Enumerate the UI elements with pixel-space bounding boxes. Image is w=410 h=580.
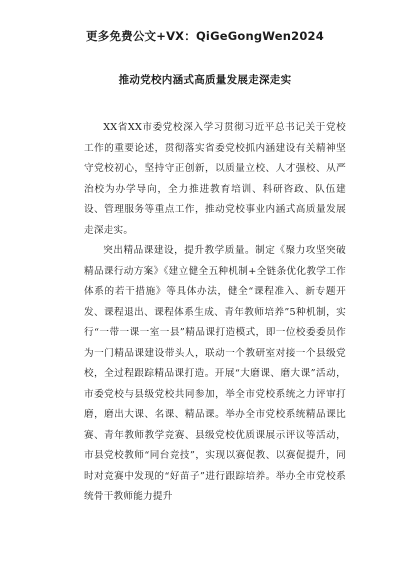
body-paragraph: XX省XX市委党校深入学习贯彻习近平总书记关于党校工作的重要论述，贯彻落实省委党校抓内涵建设有关精神坚守党校初心，坚持守正创新，以质量立校、人才强校、从严治校为办学导向，全力推进教育培训、科研咨政、队伍建设、管理服务等重点工作，推动党校事业内涵式高质量发展走深走实。 <box>84 122 346 236</box>
promo-header: 更多免费公文+VX：QiGeGongWen2024 <box>86 29 324 43</box>
document-title: 推动党校内涵式高质量发展走深走实 <box>118 74 292 86</box>
body-paragraph: 突出精品课建设，提升教学质量。制定《聚力攻坚突破精品课行动方案》《建立健全五种机制+全链条优化教学工作体系的若干措施》等具体办法，健全“课程准入、新专题开发、课程退出、课程体系生成、青年教师培养”5种机制，实行“一带一课一室一县”精品课打造模式，即一位校委委员作为一门精品课建设带头人，联动一个教研室对接一个县级党校，全过程跟踪精品课打造。开展“大磨课、磨大课”活动，市委党校与县级党校共同参加，举全市党校系统之力评审打磨，磨出大课、名课、精品课。举办全市党校系统精品课比赛、青年教师教学竞赛、县级党校优质课展示评议等活动，市县党校教师“同台竞技”，实现以赛促教、以赛促提升，同时对竞赛中发现的“好苗子”进行跟踪培养。举办全市党校系统骨干教师能力提升 <box>84 245 346 502</box>
document-body <box>84 118 346 508</box>
